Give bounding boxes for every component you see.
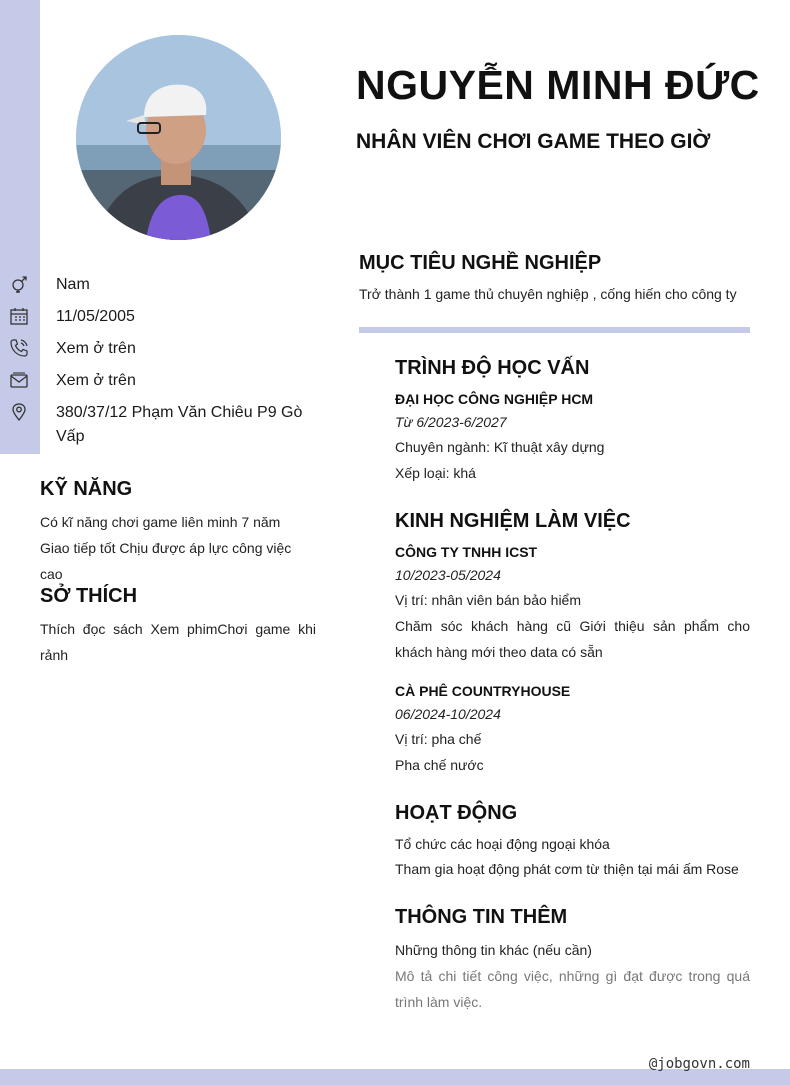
job-title: NHÂN VIÊN CHƠI GAME THEO GIỜ — [356, 130, 711, 153]
contact-gender — [0, 270, 320, 302]
mail-icon — [9, 370, 29, 390]
contact-address — [0, 398, 320, 454]
birthday-value: 11/05/2005 — [56, 308, 135, 325]
skills-text: Có kĩ năng chơi game liên minh 7 năm Giao tiếp tốt Chịu được áp lực công việc cao — [40, 514, 292, 582]
education-major: Chuyên ngành: Kĩ thuật xây dựng — [395, 439, 605, 455]
contact-email — [0, 366, 320, 398]
gender-icon — [9, 274, 29, 294]
phone-value: Xem ở trên — [56, 340, 136, 357]
skills-title: KỸ NĂNG — [40, 478, 133, 500]
career-divider — [359, 327, 750, 333]
job-period: 06/2024-10/2024 — [395, 706, 501, 722]
career-title: MỤC TIÊU NGHỀ NGHIỆP — [359, 252, 602, 274]
contact-birthday — [0, 302, 320, 334]
activity-item: Tham gia hoạt động phát cơm từ thiện tại mái ấm Rose — [395, 861, 739, 877]
job-period: 10/2023-05/2024 — [395, 567, 501, 583]
job-company: CÀ PHÊ COUNTRYHOUSE — [395, 683, 571, 699]
hobbies-text: Thích đọc sách Xem phimChơi game khi rảnh — [40, 621, 316, 663]
activity-item: Tổ chức các hoại động ngoại khóa — [395, 836, 610, 852]
career-text: Trở thành 1 game thủ chuyên nghiệp , cống hiến cho công ty — [359, 286, 737, 302]
additional-text: Mô tả chi tiết công việc, những gì đạt được trong quá trình làm việc. — [395, 968, 750, 1010]
contact-phone — [0, 334, 320, 366]
job-company: CÔNG TY TNHH ICST — [395, 544, 538, 560]
experience-title: KINH NGHIỆM LÀM VIỆC — [395, 510, 631, 532]
education-grade: Xếp loại: khá — [395, 465, 476, 481]
job-description: Pha chế nước — [395, 757, 484, 773]
address-value: 380/37/12 Phạm Văn Chiêu P9 Gò Vấp — [56, 404, 303, 445]
location-pin-icon — [9, 402, 29, 422]
calendar-icon — [9, 306, 29, 326]
additional-subtitle: Những thông tin khác (nếu cần) — [395, 942, 592, 958]
job-position: Vị trí: pha chế — [395, 731, 482, 747]
activities-title: HOẠT ĐỘNG — [395, 802, 518, 824]
hobbies-title: SỞ THÍCH — [40, 585, 138, 607]
job-description: Chăm sóc khách hàng cũ Giới thiệu sản phẩm cho khách hàng mới theo data có sẵn — [395, 618, 750, 660]
education-period: Từ 6/2023-6/2027 — [395, 414, 507, 430]
candidate-name: NGUYỄN MINH ĐỨC — [356, 62, 760, 108]
phone-icon — [9, 338, 29, 358]
contact-list — [0, 270, 320, 454]
additional-title: THÔNG TIN THÊM — [395, 906, 568, 928]
job-position: Vị trí: nhân viên bán bảo hiểm — [395, 592, 582, 608]
education-title: TRÌNH ĐỘ HỌC VẤN — [395, 357, 590, 379]
avatar — [76, 35, 281, 240]
gender-value: Nam — [56, 276, 90, 293]
education-school: ĐẠI HỌC CÔNG NGHIỆP HCM — [395, 391, 594, 407]
email-value: Xem ở trên — [56, 372, 136, 389]
watermark: @jobgovn.com — [648, 1056, 750, 1072]
